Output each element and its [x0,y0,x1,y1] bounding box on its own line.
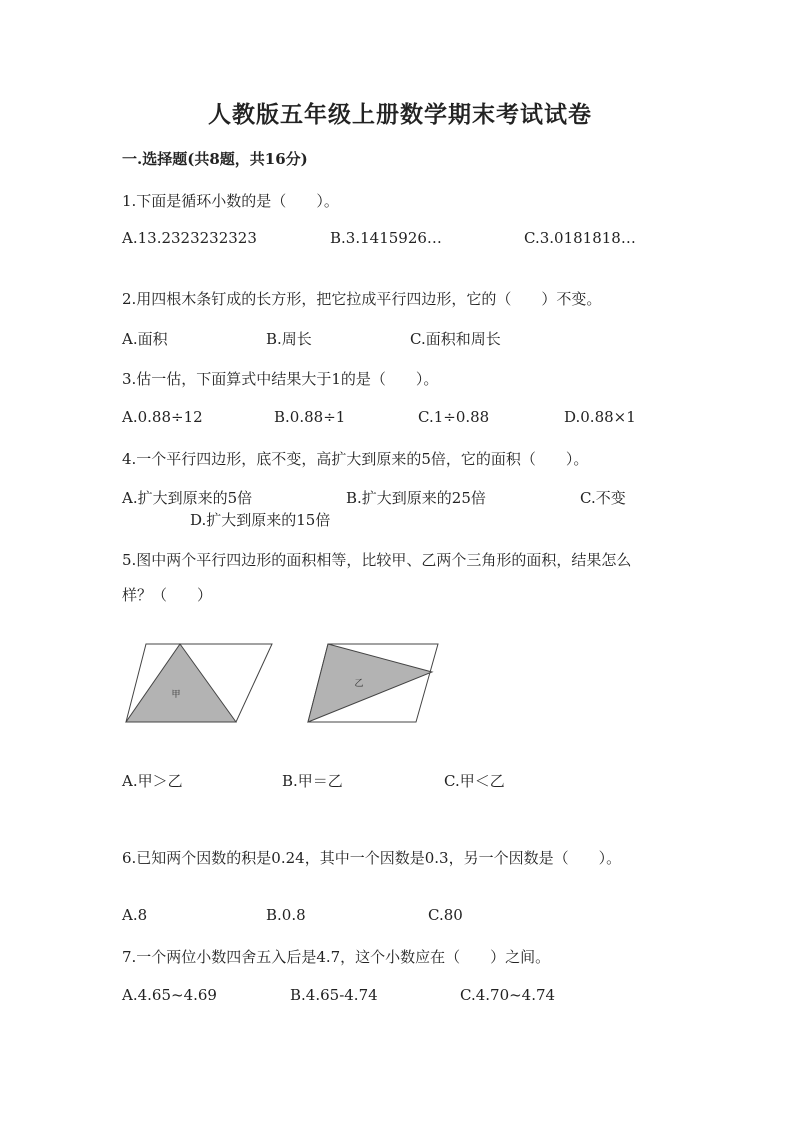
question-3: 3.估一估，下面算式中结果大于1的是（ ）。 [122,370,439,388]
question-6: 6.已知两个因数的积是0.24，其中一个因数是0.3，另一个因数是（ ）。 [122,849,622,867]
q2-option-b[interactable]: B.周长 [266,330,312,348]
section-heading: 一.选择题(共8题，共16分) [122,150,308,168]
question-4: 4.一个平行四边形，底不变，高扩大到原来的5倍，它的面积（ ）。 [122,450,589,468]
q6-option-b[interactable]: B.0.8 [266,906,306,924]
q3-option-b[interactable]: B.0.88÷1 [274,408,346,426]
q2-option-c[interactable]: C.面积和周长 [410,330,501,348]
page-title: 人教版五年级上册数学期末考试试卷 [208,101,592,128]
q7-option-c[interactable]: C.4.70~4.74 [460,986,556,1004]
triangle-yi-label: 乙 [354,679,364,689]
q6-option-a[interactable]: A.8 [122,906,148,924]
triangle-jia-label: 甲 [171,690,181,700]
q4-option-b[interactable]: B.扩大到原来的25倍 [346,489,486,507]
q4-option-d[interactable]: D.扩大到原来的15倍 [190,511,331,529]
question-2: 2.用四根木条钉成的长方形，把它拉成平行四边形，它的（ ）不变。 [122,290,602,308]
q6-option-c[interactable]: C.80 [428,906,463,924]
q5-option-c[interactable]: C.甲＜乙 [444,772,505,790]
q1-option-a[interactable]: A.13.2323232323 [122,229,257,247]
q4-option-c[interactable]: C.不变 [580,489,626,507]
question-5: 5.图中两个平行四边形的面积相等，比较甲、乙两个三角形的面积，结果怎么 [122,551,632,569]
q7-option-b[interactable]: B.4.65-4.74 [290,986,378,1004]
q7-option-a[interactable]: A.4.65~4.69 [122,986,217,1004]
q1-option-b[interactable]: B.3.1415926… [330,229,442,247]
parallelogram-figure [120,636,450,728]
triangle-yi [308,644,432,722]
q1-option-c[interactable]: C.3.0181818… [524,229,636,247]
q3-option-a[interactable]: A.0.88÷12 [122,408,203,426]
q3-option-d[interactable]: D.0.88×1 [564,408,636,426]
q4-option-a[interactable]: A.扩大到原来的5倍 [122,489,253,507]
question-1: 1.下面是循环小数的是（ ）。 [122,192,339,210]
q3-option-c[interactable]: C.1÷0.88 [418,408,490,426]
q2-option-a[interactable]: A.面积 [122,330,168,348]
q5-option-b[interactable]: B.甲＝乙 [282,772,343,790]
question-7: 7.一个两位小数四舍五入后是4.7，这个小数应在（ ）之间。 [122,948,551,966]
q5-option-a[interactable]: A.甲＞乙 [122,772,183,790]
question-5-continued: 样？（ ） [122,586,213,604]
